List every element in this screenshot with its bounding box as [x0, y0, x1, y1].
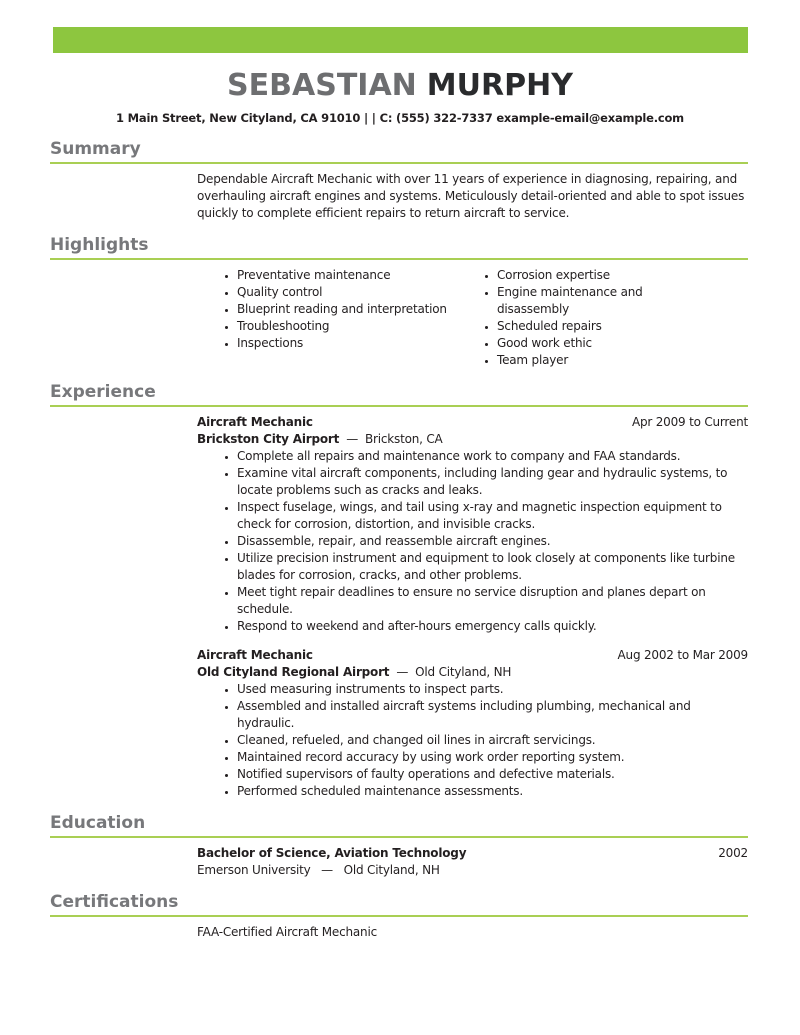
highlight-item: • Inspections [237, 335, 457, 352]
bullet-item: • Inspect fuselage, wings, and tail using x-ray and magnetic inspection equipment to check for corrosion, distortion, and invisible cracks. [237, 499, 748, 533]
bullet-item: • Assembled and installed aircraft systems including plumbing, mechanical and hydraulic. [237, 698, 748, 732]
bullet-item: • Examine vital aircraft components, including landing gear and hydraulic systems, to locate problems such as cracks and leaks. [237, 465, 748, 499]
highlight-item: • Corrosion expertise [497, 267, 717, 284]
job-dates: Aug 2002 to Mar 2009 [617, 648, 748, 662]
highlight-item: • Good work ethic [497, 335, 717, 352]
bullet-item: • Cleaned, refueled, and changed oil lines in aircraft servicings. [237, 732, 748, 749]
contact-line: 1 Main Street, New Cityland, CA 91010 | | C: (555) 322-7337 example-email@example.com [116, 111, 684, 125]
highlight-item: • Blueprint reading and interpretation [237, 301, 457, 318]
candidate-name [0, 69, 800, 103]
resume-content [50, 139, 748, 941]
job-entry [197, 414, 748, 635]
bullet-item: • Performed scheduled maintenance assessments. [237, 783, 748, 800]
highlight-item: • Preventative maintenance [237, 267, 457, 284]
job-company: Brickston City Airport [197, 432, 340, 446]
highlights-columns [197, 267, 748, 369]
job-title: Aircraft Mechanic [197, 648, 313, 662]
last-name: MURPHY [426, 68, 573, 103]
accent-bar [53, 27, 748, 53]
highlight-item: • Engine maintenance and disassembly [497, 284, 717, 318]
summary-text: Dependable Aircraft Mechanic with over 11 years of experience in diagnosing, repairing, and overhauling aircraft engines and systems. Meticulously detail-oriented and able to spot issues quickly to complete efficient repairs to return aircraft to service. [197, 172, 745, 220]
highlights-heading: Highlights [50, 235, 748, 260]
section-experience [50, 382, 748, 800]
job-location: Brickston, CA [365, 432, 443, 446]
bullet-item: • Respond to weekend and after-hours emergency calls quickly. [237, 618, 748, 635]
highlights-column-1 [197, 267, 457, 369]
highlights-column-2 [457, 267, 717, 369]
experience-heading: Experience [50, 382, 748, 407]
bullet-item: • Utilize precision instrument and equipment to look closely at components like turbine blades for corrosion, cracks, and other problems. [237, 550, 748, 584]
bullet-item: • Disassemble, repair, and reassemble aircraft engines. [237, 533, 748, 550]
first-name: SEBASTIAN [227, 68, 417, 103]
certification-item: FAA-Certified Aircraft Mechanic [197, 925, 377, 939]
job-entry [197, 647, 748, 800]
degree: Bachelor of Science, Aviation Technology [197, 846, 467, 860]
em-dash-separator: — [396, 665, 409, 679]
graduation-year: 2002 [718, 846, 748, 860]
resume-page [0, 27, 800, 941]
bullet-item: • Notified supervisors of faulty operations and defective materials. [237, 766, 748, 783]
highlight-item: • Team player [497, 352, 717, 369]
job-company: Old Cityland Regional Airport [197, 665, 390, 679]
bullet-item: • Complete all repairs and maintenance work to company and FAA standards. [237, 448, 748, 465]
em-dash-separator: — [346, 432, 358, 446]
job-bullet-list [197, 681, 748, 800]
highlight-item: • Quality control [237, 284, 457, 301]
bullet-item: • Maintained record accuracy by using work order reporting system. [237, 749, 748, 766]
section-education [50, 813, 748, 879]
bullet-item: • Used measuring instruments to inspect parts. [237, 681, 748, 698]
certifications-heading: Certifications [50, 892, 748, 917]
highlight-item: • Troubleshooting [237, 318, 457, 335]
job-dates: Apr 2009 to Current [631, 415, 748, 429]
em-dash-separator: — [321, 863, 333, 877]
section-summary [50, 139, 748, 222]
highlight-item: • Scheduled repairs [497, 318, 717, 335]
section-certifications [50, 892, 748, 941]
school-location: Old Cityland, NH [343, 863, 440, 877]
summary-heading: Summary [50, 139, 748, 164]
school-name: Emerson University [197, 863, 311, 877]
bullet-item: • Meet tight repair deadlines to ensure no service disruption and planes depart on schedule. [237, 584, 748, 618]
job-bullet-list [197, 448, 748, 635]
section-highlights [50, 235, 748, 369]
job-title: Aircraft Mechanic [197, 415, 313, 429]
job-location: Old Cityland, NH [415, 665, 512, 679]
education-heading: Education [50, 813, 748, 838]
